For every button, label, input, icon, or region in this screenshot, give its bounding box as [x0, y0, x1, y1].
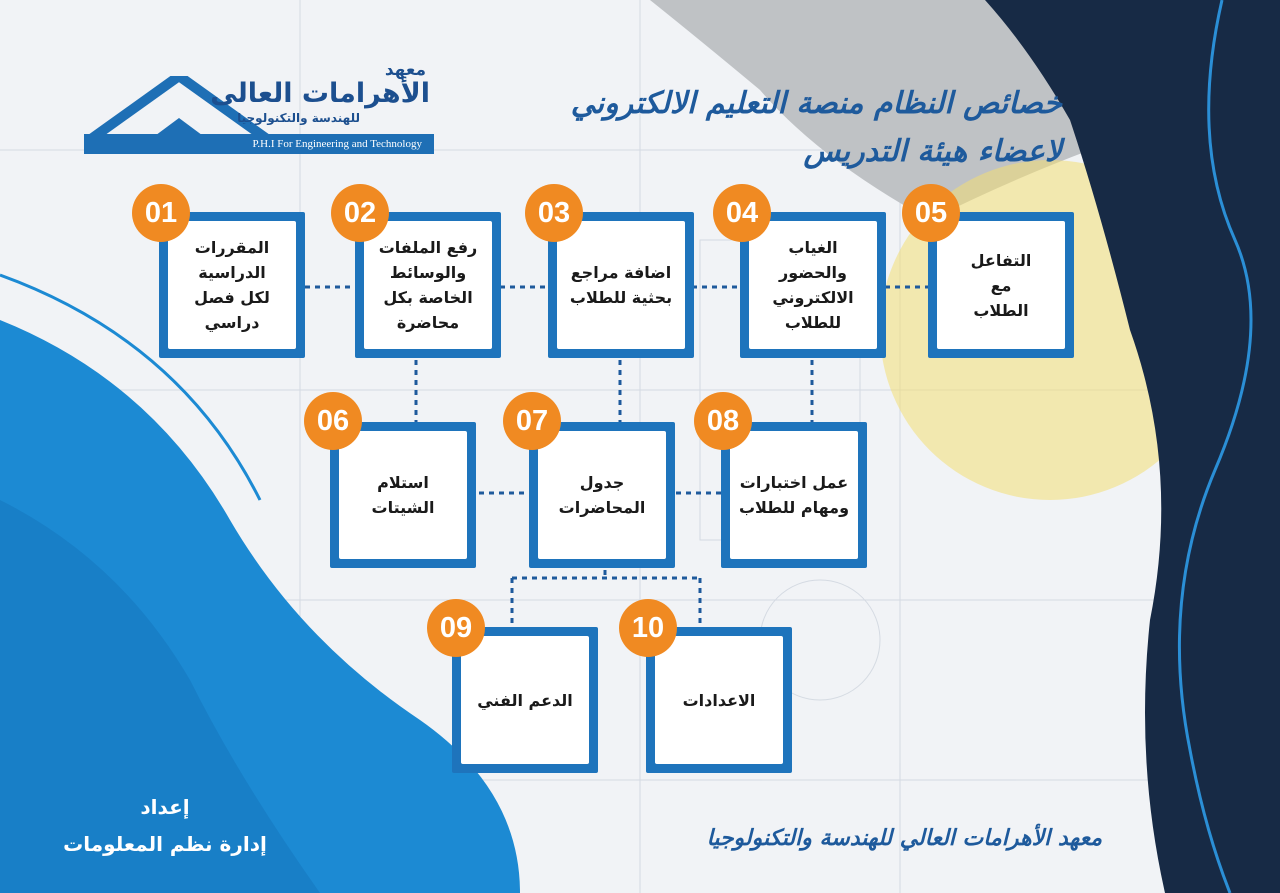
feature-text: اضافة مراجع بحثية للطلاب: [569, 263, 673, 307]
feature-text: الاعدادات: [682, 690, 756, 710]
feature-text: الغياب والحضور الالكتروني للطلاب: [772, 238, 854, 332]
feature-number: 03: [525, 184, 583, 242]
logo-english: P.H.I For Engineering and Technology: [84, 134, 434, 154]
feature-number: 09: [427, 599, 485, 657]
feature-number: 07: [503, 392, 561, 450]
feature-text: التفاعل مع الطلاب: [970, 250, 1032, 320]
prepared-label: إعداد: [140, 795, 190, 819]
feature-number: 05: [902, 184, 960, 242]
feature-number: 08: [694, 392, 752, 450]
feature-text: استلام الشيتات: [371, 473, 435, 517]
feature-card-07: [529, 422, 675, 568]
logo-top-text: معهد: [384, 60, 426, 80]
feature-card-08: [721, 422, 867, 568]
prepared-by: [40, 792, 290, 866]
logo-name: الأهرامات العالى: [210, 78, 430, 109]
feature-text: جدول المحاضرات: [558, 473, 646, 517]
title-line-1: خصائص النظام منصة التعليم الالكتروني: [570, 86, 1062, 121]
feature-text: عمل اختبارات ومهام للطلاب: [738, 473, 850, 517]
feature-text: الدعم الفني: [477, 690, 573, 710]
footer-institute-name: معهد الأهرامات العالي للهندسة والتكنولوجيا: [706, 826, 1102, 851]
feature-card-06: [330, 422, 476, 568]
prepared-department: إدارة نظم المعلومات: [63, 832, 267, 856]
feature-number: 10: [619, 599, 677, 657]
logo-subtitle: للهندسة والتكنولوجيا: [237, 111, 360, 125]
page-title: [462, 80, 1062, 176]
feature-number: 02: [331, 184, 389, 242]
feature-number: 04: [713, 184, 771, 242]
institute-logo: [84, 60, 444, 156]
feature-text: رفع الملفات والوسائط الخاصة بكل محاضرة: [378, 238, 478, 332]
title-line-2: لاعضاء هيئة التدريس: [803, 134, 1062, 169]
feature-number: 01: [132, 184, 190, 242]
feature-text: المقررات الدراسية لكل فصل دراسي: [194, 238, 270, 332]
feature-number: 06: [304, 392, 362, 450]
